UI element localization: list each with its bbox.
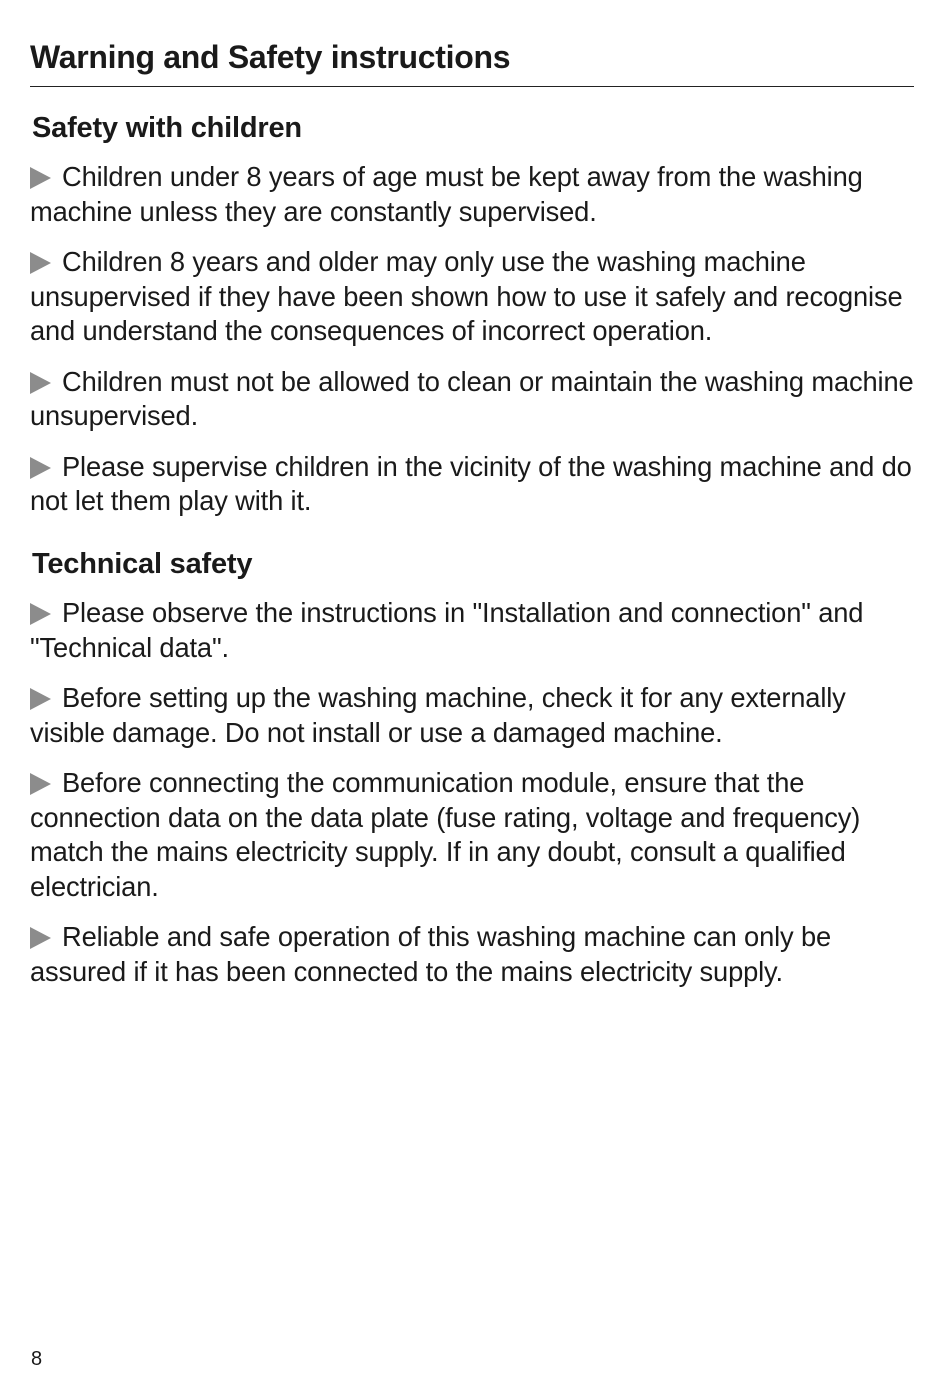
list-item-text: Please observe the instructions in "Installation and connection" and "Technical data". — [30, 597, 864, 663]
page-title: Warning and Safety instructions — [30, 39, 511, 75]
list-item-text: Reliable and safe operation of this washing machine can only be assured if it has been connected to the mains electricity supply. — [30, 921, 832, 987]
page-header — [30, 38, 914, 87]
list-item-text: Children 8 years and older may only use the washing machine unsupervised if they have been shown how to use it safely and recognise and understand the consequences of incorrect operation. — [30, 246, 903, 346]
list-item-text: Please supervise children in the vicinity of the washing machine and do not let them play with it. — [30, 450, 912, 516]
section-technical-safety — [30, 547, 920, 989]
list-item — [30, 365, 920, 434]
section-heading: Safety with children — [32, 112, 302, 144]
triangle-bullet-icon — [30, 372, 51, 394]
section-safety-with-children — [30, 111, 920, 519]
list-item-text: Before setting up the washing machine, check it for any externally visible damage. Do not install or use a damaged machine. — [30, 682, 846, 748]
triangle-bullet-icon — [30, 457, 51, 479]
page-number: 8 — [31, 1348, 43, 1370]
triangle-bullet-icon — [30, 688, 51, 710]
list-item-text: Children must not be allowed to clean or maintain the washing machine unsupervised. — [30, 365, 914, 431]
list-item — [30, 920, 920, 989]
triangle-bullet-icon — [30, 252, 51, 274]
list-item — [30, 681, 920, 750]
list-item-text: Children under 8 years of age must be kept away from the washing machine unless they are constantly supervised. — [30, 161, 863, 227]
list-item — [30, 596, 920, 665]
list-item — [30, 160, 920, 229]
list-item — [30, 245, 920, 349]
list-item — [30, 766, 920, 904]
triangle-bullet-icon — [30, 603, 51, 625]
triangle-bullet-icon — [30, 773, 51, 795]
section-heading: Technical safety — [32, 548, 253, 580]
list-item — [30, 450, 920, 519]
triangle-bullet-icon — [30, 927, 51, 949]
triangle-bullet-icon — [30, 167, 51, 189]
list-item-text: Before connecting the communication module, ensure that the connection data on the data plate (fuse rating, voltage and frequency) match the mains electricity supply. If in any doubt, consult a qualified electrician. — [30, 767, 861, 902]
